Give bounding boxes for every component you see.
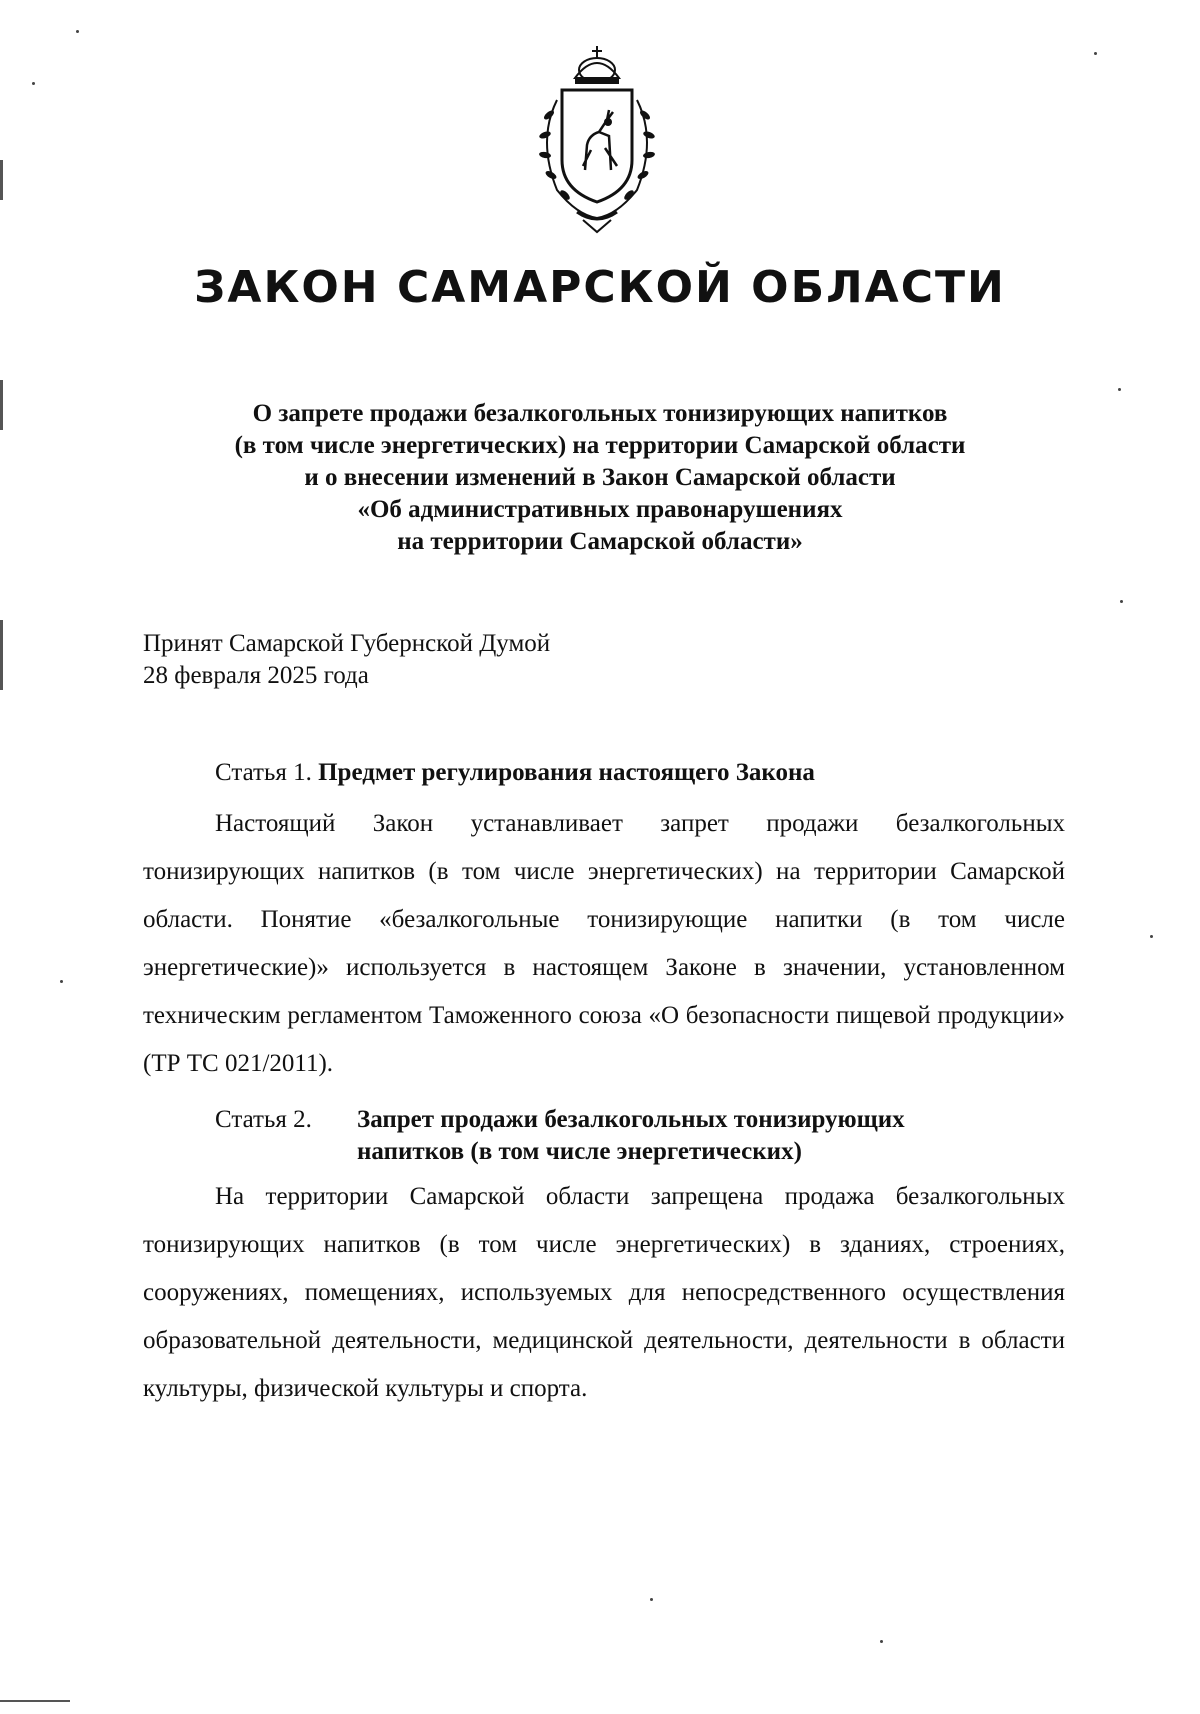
- law-subject: [140, 398, 1060, 558]
- law-title: ЗАКОН САМАРСКОЙ ОБЛАСТИ: [194, 262, 1006, 313]
- article-number: Статья 2.: [215, 1106, 312, 1133]
- article-number: Статья 1.: [215, 759, 312, 786]
- scan-edge-mark: [0, 1700, 70, 1702]
- scan-edge-mark: [0, 620, 3, 690]
- article-title: Предмет регулирования настоящего Закона: [318, 759, 815, 786]
- subject-line: и о внесении изменений в Закон Самарской области: [304, 464, 896, 491]
- scan-speck: [1120, 600, 1123, 603]
- scan-speck: [1118, 388, 1121, 391]
- scan-speck: [1150, 935, 1153, 938]
- scan-edge-mark: [0, 380, 3, 430]
- samara-coat-of-arms-icon: [517, 40, 677, 240]
- article-title-line: напитков (в том числе энергетических): [357, 1138, 802, 1165]
- scan-speck: [880, 1640, 883, 1643]
- subject-line: (в том числе энергетических) на территории Самарской области: [234, 432, 966, 459]
- subject-line: О запрете продажи безалкогольных тонизирующих напитков: [252, 400, 948, 427]
- scan-speck: [1094, 52, 1097, 55]
- scan-speck: [32, 82, 35, 85]
- scan-edge-mark: [0, 160, 3, 200]
- subject-line: «Об административных правонарушениях: [357, 496, 843, 523]
- article-2-heading: [215, 1104, 905, 1168]
- adoption-date: 28 февраля 2025 года: [143, 662, 369, 689]
- article-1-heading: [215, 757, 815, 789]
- adoption-body: Принят Самарской Губернской Думой: [143, 630, 551, 657]
- adoption-note: [143, 628, 743, 692]
- scan-speck: [650, 1598, 653, 1601]
- article-1-text: Настоящий Закон устанавливает запрет продажи безалкогольных тонизирующих напитков (в том числе энергетических) на территории Самарской области. Понятие «безалкогольные тонизирующие напитки (в том числе энергетические)» используется в настоящем Законе в значении, установленном техническим регламентом Таможенного союза «О безопасности пищевой продукции» (ТР ТС 021/2011).: [143, 810, 1065, 1077]
- scan-speck: [76, 30, 79, 33]
- scan-speck: [60, 980, 63, 983]
- article-title-line: Запрет продажи безалкогольных тонизирующих: [357, 1106, 905, 1133]
- subject-line: на территории Самарской области»: [397, 528, 803, 555]
- article-2-text: На территории Самарской области запрещена продажа безалкогольных тонизирующих напитков (в том числе энергетических) в зданиях, строениях, сооружениях, помещениях, используемых для непосредственного осуществления образовательной деятельности, медицинской деятельности, деятельности в области культуры, физической культуры и спорта.: [143, 1183, 1065, 1402]
